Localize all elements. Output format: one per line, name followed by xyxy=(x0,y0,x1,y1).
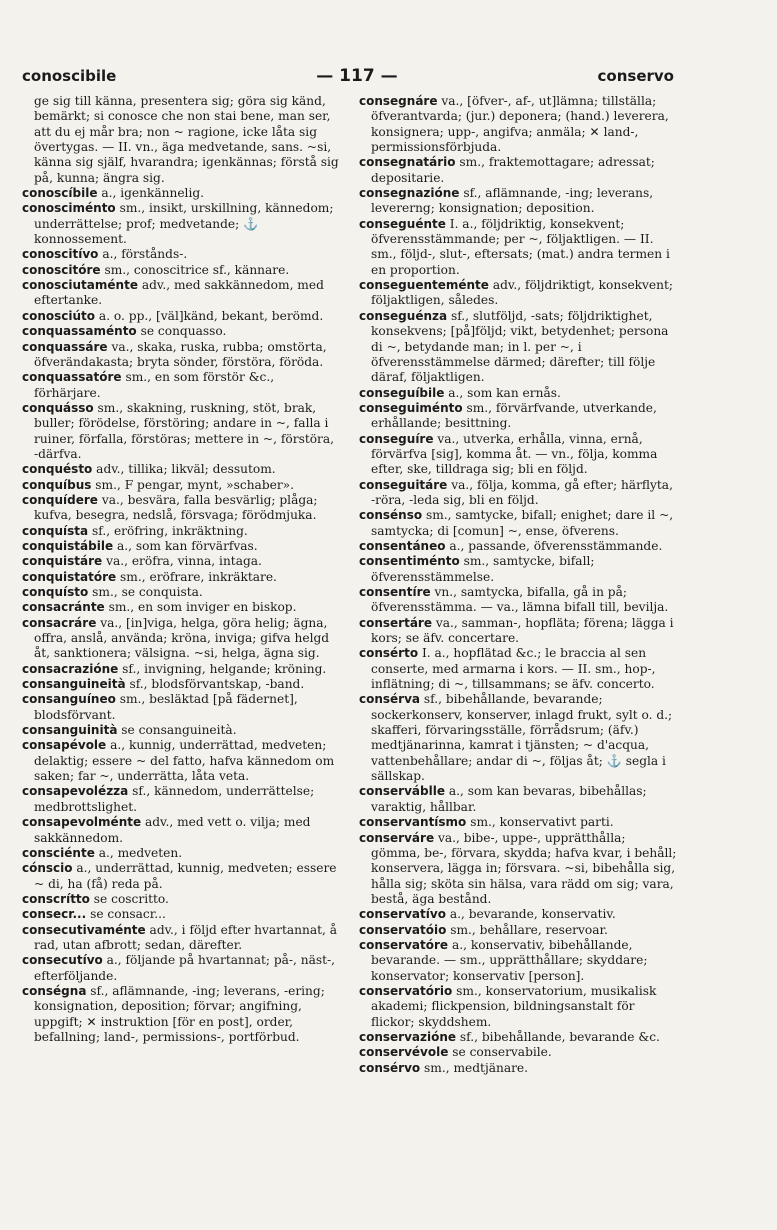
entry-definition: a., medveten. xyxy=(98,845,183,860)
entry-definition: sm., skakning, ruskning, stöt, brak, buller; förödelse, förstöring; andare in ~, falla i ruiner, förfalla, förstöras; mettere in ~, förstöra, -därfva. xyxy=(34,400,335,461)
entry-headword: conseguiménto xyxy=(359,400,463,415)
entry-definition: sm., konservatorium, musikalisk akademi; flickpension, bildningsanstalt för flickor; skyddshem. xyxy=(371,983,657,1029)
entry-headword: consegnáre xyxy=(359,94,438,108)
dictionary-entry xyxy=(359,907,677,922)
entry-definition: sm., konservativt parti. xyxy=(470,815,614,830)
page-header xyxy=(22,66,674,86)
left-column xyxy=(22,94,340,1045)
entry-definition: sf., invigning, helgande; kröning. xyxy=(122,661,327,676)
entry-definition: sf., bibehållande, bevarande; sockerkonserv, konserver, inlagd frukt, sylt o. d.; skafferi, förvaringsställe, förrådsrum; (äfv.) medtjänarinna, kamrat i tjänsten; ~ d'acqua, vattenbehållare; andar di ~, följas åt; ⚓ segla i sällskap. xyxy=(371,692,673,784)
entry-headword: conquassáre xyxy=(22,339,108,354)
entry-headword: consentiménto xyxy=(359,554,460,569)
dictionary-entry xyxy=(359,646,677,692)
entry-headword: conseguénza xyxy=(359,308,448,323)
dictionary-entry xyxy=(22,692,340,723)
entry-headword: consérva xyxy=(359,692,421,707)
entry-definition: sm., F pengar, mynt, »schaber». xyxy=(95,477,294,492)
entry-definition: va., samman-, hopfläta; förena; lägga i kors; se äfv. concertare. xyxy=(371,615,674,646)
entry-definition: a. o. pp., [väl]känd, bekant, berömd. xyxy=(98,308,324,323)
entry-headword: conservatívo xyxy=(359,907,446,922)
dictionary-entry xyxy=(359,278,677,309)
entry-definition: sm., insikt, urskillning, kännedom; underrättelse; prof; medvetande; ⚓ konnossement. xyxy=(34,201,334,247)
entry-definition: va., eröfra, vinna, intaga. xyxy=(106,554,262,569)
entry-headword: conquísto xyxy=(22,585,89,599)
entry-headword: conquídere xyxy=(22,492,98,507)
entry-definition: sf., blodsförvantskap, -band. xyxy=(129,677,305,692)
right-guide-word: conservo xyxy=(597,67,674,85)
entry-headword: conscrítto xyxy=(22,891,90,906)
entry-headword: consapevolménte xyxy=(22,815,142,830)
dictionary-entry xyxy=(22,201,340,247)
dictionary-entry xyxy=(22,340,340,371)
entry-headword: conosciménto xyxy=(22,201,116,216)
entry-headword: conservatóre xyxy=(359,937,449,952)
dictionary-entry xyxy=(22,370,340,401)
entry-headword: conségna xyxy=(22,983,87,998)
entry-headword: consapevolézza xyxy=(22,784,129,799)
dictionary-entry xyxy=(359,155,677,186)
dictionary-entry xyxy=(359,309,677,386)
entry-headword: consegnazióne xyxy=(359,186,460,201)
entry-headword: conquísta xyxy=(22,523,89,538)
entry-definition: sf., bibehållande, bevarande &c. xyxy=(459,1029,660,1044)
entry-headword: conquésto xyxy=(22,462,93,477)
entry-definition: sm., eröfrare, inkräktare. xyxy=(120,569,277,584)
entry-definition: sm., medtjänare. xyxy=(424,1060,529,1075)
entry-headword: conseguenteménte xyxy=(359,278,489,293)
dictionary-entry xyxy=(22,263,340,278)
dictionary-entry xyxy=(22,953,340,984)
dictionary-entry xyxy=(22,247,340,262)
entry-definition: a., kunnig, underrättad, medveten; delaktig; essere ~ del fatto, hafva kännedom om saken; far ~, underrätta, låta veta. xyxy=(34,738,335,784)
entry-definition: sm., förvärfvande, utverkande, erhållande; besittning. xyxy=(371,400,657,431)
dictionary-entry xyxy=(22,309,340,324)
entry-definition: va., bibe-, uppe-, upprätthålla; gömma, be-, förvara, skydda; hafva kvar, i behåll; konservera, lägga in; försvara. ~si, bibehålla sig, hålla sig; sköta sin hälsa, vara rädd om sig; vara, bestå, äga bestånd. xyxy=(371,830,677,906)
entry-headword: consapévole xyxy=(22,738,107,753)
right-column xyxy=(359,94,677,1076)
entry-definition: a., som kan ernås. xyxy=(448,385,561,400)
entry-definition: sm., en som inviger en biskop. xyxy=(108,600,297,615)
entry-definition: adv., i följd efter hvartannat, å rad, utan afbrott; sedan, därefter. xyxy=(34,922,338,952)
entry-definition: sf., kännedom, underrättelse; medbrottslighet. xyxy=(34,784,315,814)
dictionary-entry xyxy=(22,539,340,554)
entry-headword: consegnatário xyxy=(359,155,456,170)
entry-definition: se coscritto. xyxy=(93,891,169,906)
entry-headword: cónscio xyxy=(22,861,73,876)
entry-headword: consacrazióne xyxy=(22,661,119,676)
entry-headword: conservatóio xyxy=(359,922,447,937)
dictionary-entry xyxy=(22,984,340,1045)
entry-definition: sm., se conquista. xyxy=(92,585,203,599)
entry-definition: sf., aflämnande, -ing; leverans, levererng; konsignation; deposition. xyxy=(371,186,654,216)
entry-headword: conservatório xyxy=(359,983,453,998)
entry-definition: a., förstånds-. xyxy=(102,247,188,262)
entry-headword: conquistábile xyxy=(22,538,114,553)
entry-definition: sm., besläktad [på fädernet], blodsförvant. xyxy=(34,692,298,722)
dictionary-entry xyxy=(22,815,340,846)
entry-headword: conquassatóre xyxy=(22,370,122,385)
entry-definition: sf., slutföljd, -sats; följdriktighet, konsekvens; [på]följd; vikt, betydenhet; persona di ~, betydande man; in l. per ~, i öfverensstämmelse därmed; därefter; till följe däraf, följaktligen. xyxy=(371,308,669,385)
entry-definition: sm., fraktemottagare; adressat; depositarie. xyxy=(371,155,655,185)
entry-definition: a., som kan bevaras, bibehållas; varaktig, hållbar. xyxy=(371,784,647,814)
entry-headword: consérvo xyxy=(359,1060,421,1075)
entry-headword: consanguinità xyxy=(22,723,118,738)
dictionary-entry xyxy=(359,938,677,984)
dictionary-entry xyxy=(359,554,677,585)
left-guide-word: conoscibile xyxy=(22,67,117,85)
entry-headword: conosciúto xyxy=(22,308,96,323)
dictionary-entry xyxy=(22,554,340,569)
entry-definition: sf., aflämnande, -ing; leverans, -ering; konsignation, deposition; förvar; angifning, uppgift; ✕ instruktion [för en post], order, befallning; land-, permissions-, portförbud. xyxy=(34,983,325,1044)
dictionary-entry xyxy=(359,432,677,478)
entry-definition: va., följa, komma, gå efter; härflyta, -röra, -leda sig, bli en följd. xyxy=(371,477,673,507)
dictionary-entry xyxy=(22,784,340,815)
dictionary-entry xyxy=(22,907,340,922)
dictionary-entry xyxy=(359,923,677,938)
entry-definition: se consanguineità. xyxy=(121,723,237,738)
entry-headword: conosciutaménte xyxy=(22,278,138,293)
page-number: — 117 — xyxy=(316,66,398,86)
entry-headword: conquistatóre xyxy=(22,569,117,584)
entry-headword: conserváblle xyxy=(359,784,445,799)
dictionary-entry xyxy=(22,278,340,309)
entry-headword: consentíre xyxy=(359,585,431,599)
entry-definition: se conservabile. xyxy=(452,1045,552,1060)
entry-headword: conseguíbile xyxy=(359,385,445,400)
dictionary-entry xyxy=(22,524,340,539)
entry-headword: conquásso xyxy=(22,400,94,415)
entry-headword: conseguitáre xyxy=(359,477,448,492)
dictionary-entry xyxy=(359,186,677,217)
entry-headword: conservazióne xyxy=(359,1029,457,1044)
dictionary-entry xyxy=(359,539,677,554)
entry-headword: consecr... xyxy=(22,907,87,922)
entry-definition: adv., med sakkännedom, med eftertanke. xyxy=(34,278,324,308)
dictionary-entry xyxy=(359,585,677,616)
dictionary-entry xyxy=(359,1061,677,1076)
dictionary-entry xyxy=(359,386,677,401)
dictionary-entry xyxy=(359,94,677,155)
entry-headword: conquistáre xyxy=(22,554,103,569)
dictionary-entry xyxy=(22,723,340,738)
dictionary-entry xyxy=(359,784,677,815)
dictionary-entry xyxy=(359,831,677,908)
entry-definition: va., [öfver-, af-, ut]lämna; tillställa; öfverantvarda; (jur.) deponera; (hand.) leverera, konsignera; upp-, angifva; anmäla; ✕ land-, permissionsförbjuda. xyxy=(371,94,669,155)
entry-definition: sm., en som förstör &c., förhärjare. xyxy=(34,370,275,400)
entry-headword: conquassaménto xyxy=(22,324,137,339)
entry-definition: a., igenkännelig. xyxy=(101,186,205,201)
entry-definition: adv., med vett o. vilja; med sakkännedom. xyxy=(34,815,311,845)
entry-headword: consentáneo xyxy=(359,538,446,553)
entry-headword: consérto xyxy=(359,646,419,661)
dictionary-entry xyxy=(359,815,677,830)
dictionary-entry xyxy=(359,1045,677,1060)
entry-headword: consertáre xyxy=(359,615,432,630)
entry-definition: sm., samtycke, bifall; öfverensstämmelse. xyxy=(371,554,595,584)
entry-definition: I. a., följdriktig, konsekvent; öfverensstämmande; per ~, följaktligen. — II. sm., följd-, slut-, eftersats; (mat.) andra termen i en proportion. xyxy=(371,216,670,277)
dictionary-entry xyxy=(22,478,340,493)
entry-definition: a., som kan förvärfvas. xyxy=(116,538,258,553)
entry-headword: conserváre xyxy=(359,830,435,845)
entry-definition: va., besvära, falla besvärlig; plåga; kufva, besegra, nedslå, försvaga; förödmjuka. xyxy=(34,492,318,523)
entry-definition: a., underrättad, kunnig, medveten; essere ~ di, ha (få) reda på. xyxy=(34,861,337,891)
dictionary-entry xyxy=(22,570,340,585)
dictionary-entry xyxy=(359,217,677,278)
entry-headword: conseguíre xyxy=(359,431,434,446)
dictionary-entry xyxy=(22,462,340,477)
dictionary-entry xyxy=(22,600,340,615)
entry-definition: a., passande, öfverensstämmande. xyxy=(449,538,663,553)
entry-definition: I. a., hopflätad &c.; le braccia al sen conserte, med armarna i kors. — II. sm., hop-, inflätning; di ~, tillsammans; se äfv. concerto. xyxy=(371,646,656,692)
entry-headword: consanguíneo xyxy=(22,692,116,707)
dictionary-entry xyxy=(22,616,340,662)
entry-headword: consecutivaménte xyxy=(22,922,146,937)
dictionary-entry xyxy=(359,984,677,1030)
entry-headword: consecutívo xyxy=(22,953,103,968)
entry-headword: conservévole xyxy=(359,1045,449,1060)
entry-headword: consacráre xyxy=(22,615,97,630)
dictionary-entry xyxy=(22,861,340,892)
dictionary-entry xyxy=(22,493,340,524)
entry-headword: conoscitóre xyxy=(22,262,101,277)
entry-definition: sm., samtycke, bifall; enighet; dare il ~, samtycka; di [comun] ~, ense, öfverens. xyxy=(371,508,674,538)
entry-definition: vn., samtycka, bifalla, gå in på; öfverensstämma. — va., lämna bifall till, bevilja. xyxy=(371,585,669,615)
entry-definition: va., utverka, erhålla, vinna, ernå, förvärfva [sig], komma åt. — vn., följa, komma efter, ske, tilldraga sig; bli en följd. xyxy=(371,431,658,477)
entry-definition: va., [in]viga, helga, göra helig; ägna, offra, anslå, använda; kröna, inviga; gifva helgd åt, sanktionera; välsigna. ~si, helga, ägna sig. xyxy=(34,615,330,661)
dictionary-entry xyxy=(359,508,677,539)
dictionary-entry xyxy=(22,738,340,784)
entry-definition: sm., behållare, reservoar. xyxy=(450,922,608,937)
entry-definition: va., skaka, ruska, rubba; omstörta, öfverändakasta; bryta sönder, förstöra, föröda. xyxy=(34,339,327,369)
entry-headword: conoscitívo xyxy=(22,247,99,262)
dictionary-entry xyxy=(359,401,677,432)
entry-definition: adv., följdriktigt, konsekvent; följaktligen, således. xyxy=(371,278,673,308)
entry-headword: conservantísmo xyxy=(359,815,467,830)
entry-definition: sm., conoscitrice sf., kännare. xyxy=(104,262,290,277)
entry-definition: se consacr... xyxy=(90,907,166,922)
dictionary-entry xyxy=(359,1030,677,1045)
dictionary-entry xyxy=(22,677,340,692)
entry-headword: conoscíbile xyxy=(22,186,98,201)
entry-headword: consacránte xyxy=(22,600,105,615)
dictionary-entry xyxy=(22,923,340,954)
dictionary-entry xyxy=(22,324,340,339)
dictionary-entry xyxy=(22,186,340,201)
entry-definition: a., bevarande, konservativ. xyxy=(449,907,616,922)
entry-headword: consciénte xyxy=(22,845,95,860)
entry-definition: adv., tillika; likväl; dessutom. xyxy=(96,462,276,477)
dictionary-entry xyxy=(22,94,340,186)
entry-definition: ge sig till känna, presentera sig; göra sig känd, bemärkt; si conosce che non stai bene, man ser, att du ej mår bra; non ~ ragione, icke låta sig övertygas. — II. vn., äga medvetande, sans. ~si, känna sig själf, hvarandra; igenkännas; förstå sig på, kunna; ängra sig. xyxy=(34,94,339,185)
entry-definition: se conquasso. xyxy=(140,324,227,339)
entry-headword: conseguénte xyxy=(359,216,446,231)
dictionary-entry xyxy=(22,662,340,677)
entry-definition: a., konservativ, bibehållande, bevarande. — sm., upprätthållare; skyddare; konservator; konservativ [person]. xyxy=(371,937,648,983)
dictionary-entry xyxy=(359,478,677,509)
entry-headword: consanguineità xyxy=(22,677,126,692)
dictionary-entry xyxy=(22,846,340,861)
entry-headword: consénso xyxy=(359,508,423,523)
entry-headword: conquíbus xyxy=(22,477,92,492)
dictionary-entry xyxy=(22,892,340,907)
dictionary-entry xyxy=(22,401,340,462)
entry-definition: a., följande på hvartannat; på-, näst-, efterföljande. xyxy=(34,953,336,983)
dictionary-entry xyxy=(22,585,340,600)
dictionary-entry xyxy=(359,616,677,647)
entry-definition: sf., eröfring, inkräktning. xyxy=(92,523,248,538)
dictionary-entry xyxy=(359,692,677,784)
